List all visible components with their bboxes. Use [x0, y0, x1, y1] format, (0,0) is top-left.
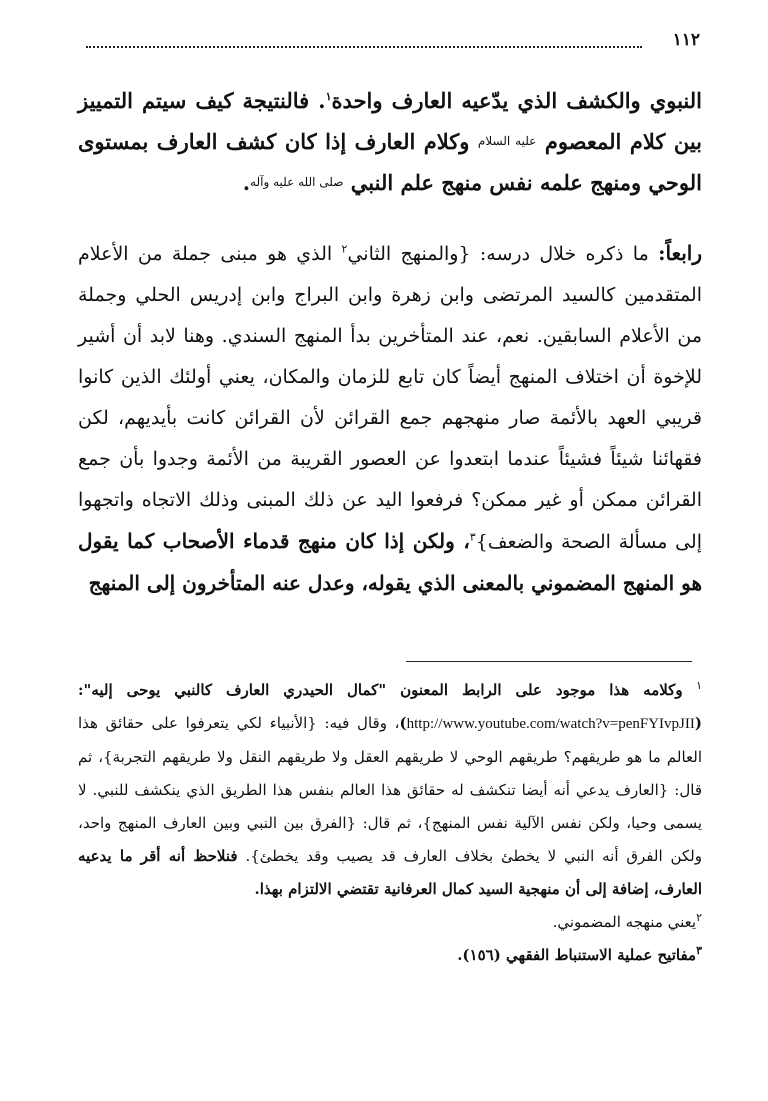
footnote-1 — [78, 674, 702, 906]
paragraph-2-text-b: الذي هو مبنى جملة من الأعلام المتقدمين كالسيد المرتضى وابن زهرة وابن البراج وابن إدريس الحلي وجملة من الأعلام السابقين. نعم، عند المتأخرين بدأ المنهج السندي. وهنا لابد أن أشير للإخوة أن اختلاف المنهج أيضاً كان تابع للزمان والمكان، يعني أولئك الذين كانوا قريبي العهد بالأئمة صار منهجهم جمع القرائن لأن القرائن كانت بأيديهم، لكن فقهائنا شيئاً فشيئاً عندما ابتعدوا عن العصور القريبة من الأئمة وجدوا بأن جمع القرائن ممكن أو غير ممكن؟ فرفعوا اليد عن ذلك المبنى وذلك الاتجاه واتجهوا إلى مسألة الصحة والضعف} — [78, 243, 702, 553]
paragraph-1-text-b: . فالنتيجة كيف سيتم التمييز بين كلام المعصوم — [78, 88, 702, 154]
page-header — [86, 30, 700, 60]
footnote-3 — [78, 939, 702, 972]
paragraph-2-lead: رابعاً: — [658, 241, 703, 265]
paragraph-1-text-a: النبوي والكشف الذي يدّعيه العارف واحدة — [331, 88, 702, 113]
paragraph-2-text-a: ما ذكره خلال درسه: {والمنهج الثاني — [347, 243, 649, 265]
main-text — [78, 80, 702, 605]
footnote-1-bold-b: ) — [399, 714, 407, 732]
footnote-1-marker: ١ — [696, 679, 702, 692]
footnote-3-text: مفاتيح عملية الاستنباط الفقهي (١٥٦). — [457, 946, 697, 964]
honorific-alayhi-salam: عليه السلام — [477, 134, 537, 148]
footnotes — [78, 674, 702, 972]
footnote-2-text: يعني منهجه المضموني. — [552, 913, 697, 931]
paragraph-2 — [78, 233, 702, 605]
footnote-2 — [78, 906, 702, 939]
footnote-ref-2: ٢ — [341, 242, 348, 256]
paragraph-1-text-c: وكلام العارف إذا كان كشف العارف بمستوى الوحي ومنهج علمه نفس منهج علم النبي — [78, 129, 702, 195]
footnote-1-bold-c: فنلاحظ أنه أقر ما يدعيه العارف، إضافة إلى أن منهجية السيد كمال العرفانية تقتضي الالتزام بهذا. — [78, 847, 702, 898]
honorific-salawat: صلى الله عليه وآله — [250, 175, 344, 189]
footnote-3-marker: ٣ — [696, 944, 702, 957]
footnote-ref-3: ٣ — [469, 530, 476, 544]
footnote-ref-1: ١ — [325, 90, 332, 103]
page-number: ١١٢ — [672, 30, 700, 50]
dotted-leader — [86, 46, 642, 48]
footnote-1-text-a: ، وقال فيه: {الأنبياء لكي يتعرفوا على حقائق هذا العالم ما هو طريقهم؟ طريقهم الوحي لا طريقهم العقل ولا طريقهم النقل ولا طريقهم التجربة}، ثم قال: {العارف يدعي أنه أيضا تنكشف له حقائق هذا العالم بنفس هذا الطريق الذي ينكشف للنبي. لا يسمى وحيا، ولكن نفس الآلية نفس المنهج}، ثم قال: {الفرق بين النبي وبين العارف المنهج واحد، ولكن الفرق أنه النبي لا يخطئ بخلاف العارف قد يصيب وقد يخطئ}. — [78, 714, 702, 865]
paragraph-2-tail: ، ولكن إذا كان منهج قدماء الأصحاب كما يقول هو المنهج المضموني بالمعنى الذي يقوله، وعدل عنه المتأخرون إلى المنهج — [78, 529, 702, 595]
paragraph-1 — [78, 80, 702, 203]
footnote-1-url-link[interactable]: http://www.youtube.com/watch?v=penFYIvpJII — [406, 716, 695, 732]
paragraph-1-text-d: . — [242, 170, 251, 195]
footnote-2-marker: ٢ — [696, 911, 702, 924]
footnote-separator — [406, 661, 692, 662]
footnote-1-bold-a: وكلامه هذا موجود على الرابط المعنون "كمال الحيدري العارف كالنبي يوحى إليه": ( — [78, 681, 702, 732]
